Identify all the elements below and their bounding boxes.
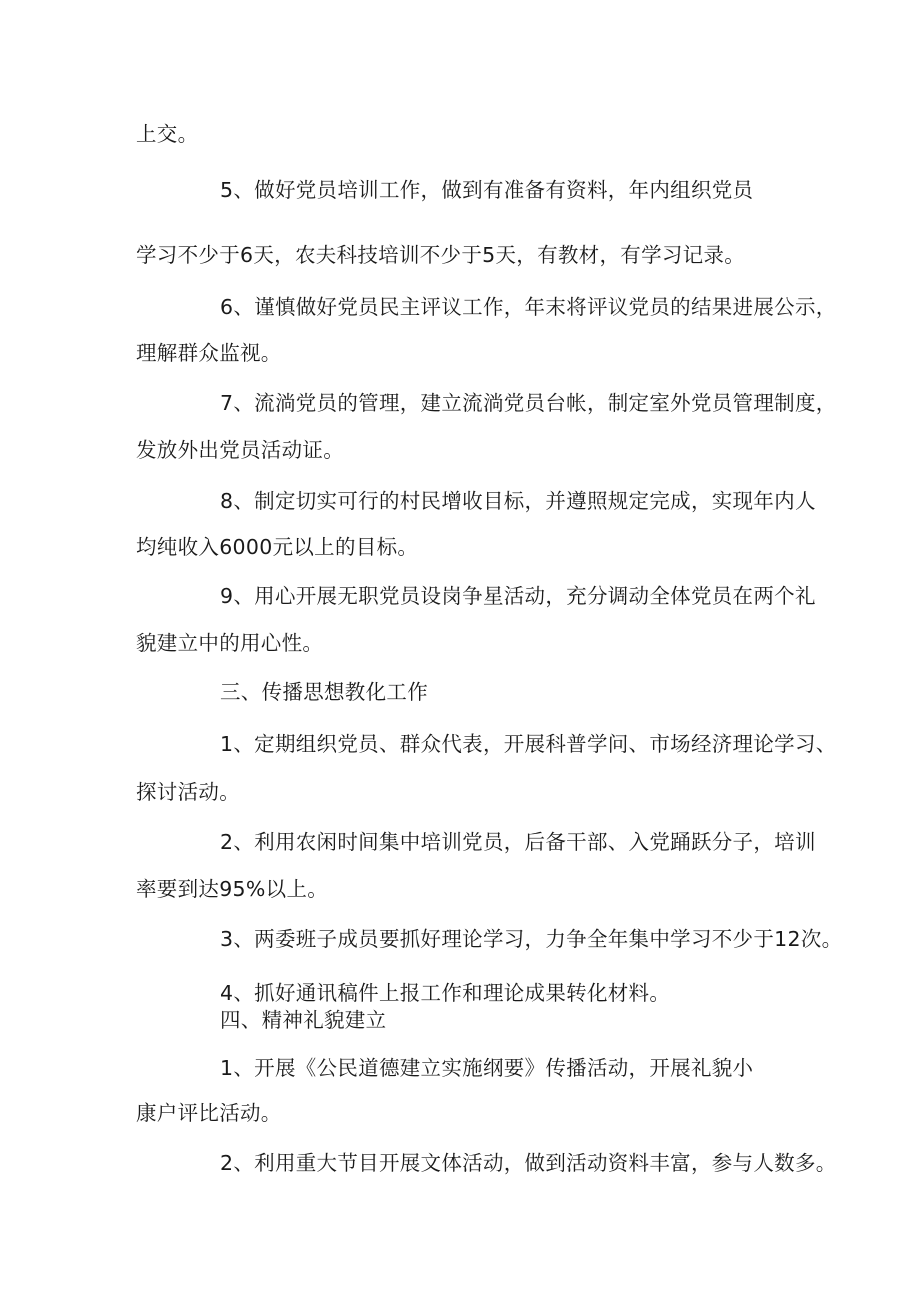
text-line: 9、用心开展无职党员设岗争星活动，充分调动全体党员在两个礼 xyxy=(220,584,816,608)
section-heading: 四、精神礼貌建立 xyxy=(220,1008,387,1032)
text-line: 7、流淌党员的管理，建立流淌党员台帐，制定室外党员管理制度， xyxy=(220,391,837,415)
text-line: 上交。 xyxy=(136,122,199,146)
text-line: 均纯收入6000元以上的目标。 xyxy=(136,535,419,559)
section-heading: 三、传播思想教化工作 xyxy=(220,680,428,704)
text-line: 貌建立中的用心性。 xyxy=(136,631,324,655)
text-line: 率要到达95%以上。 xyxy=(136,877,329,901)
text-line: 8、制定切实可行的村民增收目标，并遵照规定完成，实现年内人 xyxy=(220,489,816,513)
text-line: 6、谨慎做好党员民主评议工作，年末将评议党员的结果进展公示， xyxy=(220,295,837,319)
text-line: 2、利用重大节目开展文体活动，做到活动资料丰富，参与人数多。 xyxy=(220,1151,837,1175)
text-line: 5、做好党员培训工作，做到有准备有资料，年内组织党员 xyxy=(220,178,754,202)
text-line: 康户评比活动。 xyxy=(136,1101,282,1125)
text-line: 发放外出党员活动证。 xyxy=(136,438,344,462)
text-line: 学习不少于6天，农夫科技培训不少于5天，有教材，有学习记录。 xyxy=(136,243,746,267)
text-line: 探讨活动。 xyxy=(136,780,240,804)
text-line: 1、定期组织党员、群众代表，开展科普学问、市场经济理论学习、 xyxy=(220,732,837,756)
text-line: 4、抓好通讯稿件上报工作和理论成果转化材料。 xyxy=(220,981,671,1005)
text-line: 3、两委班子成员要抓好理论学习，力争全年集中学习不少于12次。 xyxy=(220,927,843,951)
text-line: 1、开展《公民道德建立实施纲要》传播活动，开展礼貌小 xyxy=(220,1056,754,1080)
text-line: 2、利用农闲时间集中培训党员，后备干部、入党踊跃分子，培训 xyxy=(220,830,816,854)
text-line: 理解群众监视。 xyxy=(136,341,282,365)
